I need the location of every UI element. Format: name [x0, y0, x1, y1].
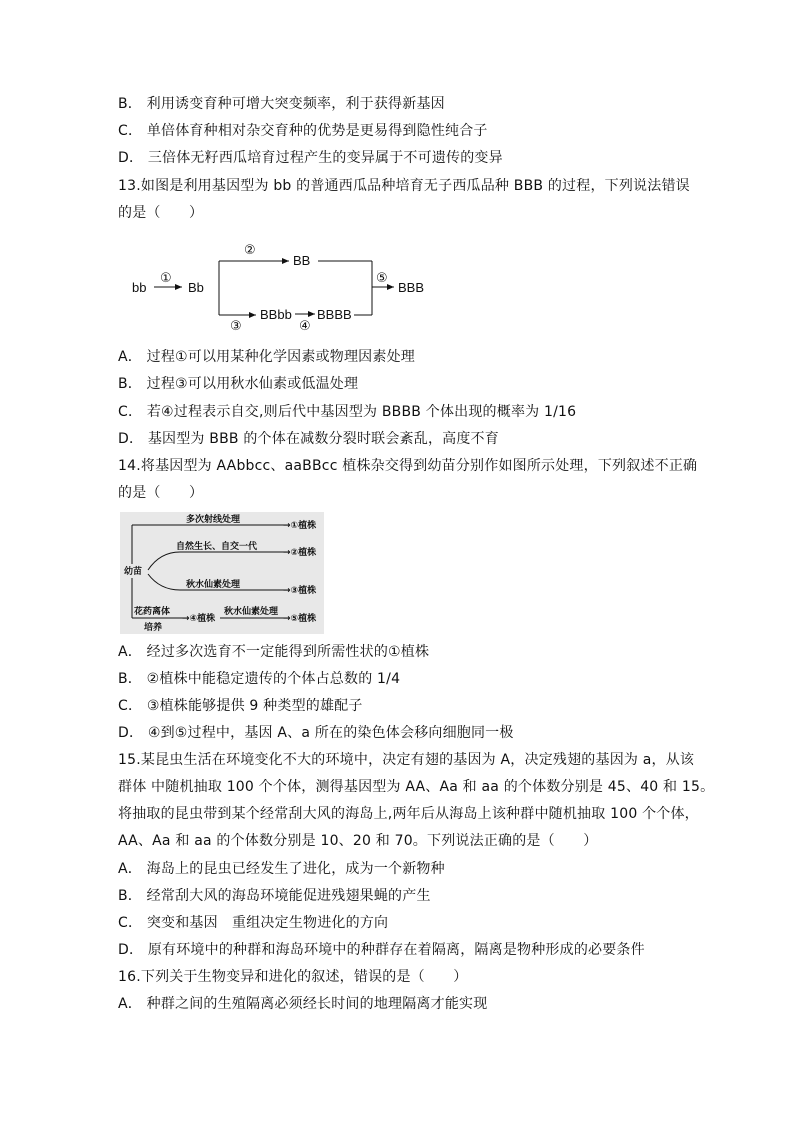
q15-stem-line2: 群体 中随机抽取 100 个个体，测得基因型为 AA、Aa 和 aa 的个体数分别是 45、40 和 15。	[118, 779, 715, 795]
branch2-result: →②植株	[283, 548, 317, 558]
q13-option-a: A． 过程①可以用某种化学因素或物理因素处理	[118, 349, 415, 365]
q13-option-d: D． 基因型为 BBB 的个体在减数分裂时联会紊乱，高度不育	[118, 431, 499, 447]
genotype-BBB: BBB	[398, 280, 425, 295]
q12-option-d: D． 三倍体无籽西瓜培育过程产生的变异属于不可遗传的变异	[118, 150, 503, 166]
seedling-label: 幼苗	[124, 567, 143, 577]
q14-option-c: C． ③植株能够提供 9 种类型的雄配子	[118, 698, 363, 714]
step3-label: ③	[230, 318, 242, 333]
q14-option-b: B． ②植株中能稳定遗传的个体占总数的 1/4	[118, 671, 401, 687]
breeding-diagram	[126, 240, 446, 335]
q16-option-a: A． 种群之间的生殖隔离必须经长时间的地理隔离才能实现	[118, 996, 488, 1012]
q14-option-d: D． ④到⑤过程中，基因 A、a 所在的染色体会移向细胞同一极	[118, 725, 514, 741]
step1-label: ①	[160, 270, 172, 285]
branch1-result: →①植株	[283, 521, 317, 531]
q15-option-b: B． 经常刮大风的海岛环境能促进残翅果蝇的产生	[118, 888, 431, 904]
branch4-result: →④植株	[182, 614, 216, 624]
step5-label: ⑤	[376, 270, 388, 285]
branch5-label: 秋水仙素处理	[224, 607, 279, 617]
branch3-label: 秋水仙素处理	[186, 580, 241, 590]
q12-option-c: C． 单倍体育种相对杂交育种的优势是更易得到隐性纯合子	[118, 123, 488, 139]
step2-label: ②	[244, 242, 256, 257]
branch3-result: →③植株	[283, 586, 317, 596]
seedling-treatment-diagram	[120, 512, 324, 634]
q15-option-a: A． 海岛上的昆虫已经发生了进化，成为一个新物种	[118, 861, 445, 877]
q12-option-b: B． 利用诱变育种可增大突变频率，利于获得新基因	[118, 96, 445, 112]
q14-stem-line2: 的是（ ）	[118, 485, 204, 501]
genotype-Bb: Bb	[188, 280, 204, 295]
genotype-BB: BB	[293, 253, 311, 268]
q13-stem-line2: 的是（ ）	[118, 205, 204, 221]
q15-stem-line1: 15.某昆虫生活在环境变化不大的环境中，决定有翅的基因为 A，决定残翅的基因为 a，从该	[118, 752, 695, 768]
genotype-bb: bb	[132, 280, 147, 295]
branch5-result: →⑤植株	[283, 614, 317, 624]
q15-option-d: D． 原有环境中的种群和海岛环境中的种群存在着隔离，隔离是物种形成的必要条件	[118, 942, 645, 958]
q13-option-b: B． 过程③可以用秋水仙素或低温处理	[118, 376, 359, 392]
genotype-BBbb: BBbb	[260, 307, 292, 322]
q13-stem-line1: 13.如图是利用基因型为 bb 的普通西瓜品种培育无子西瓜品种 BBB 的过程，下列说法错误	[118, 178, 690, 194]
q16-stem: 16.下列关于生物变异和进化的叙述，错误的是（ ）	[118, 969, 468, 985]
branch1-label: 多次射线处理	[186, 515, 241, 525]
q15-stem-line3: 将抽取的昆虫带到某个经常刮大风的海岛上,两年后从海岛上该种群中随机抽取 100 个个体，	[118, 806, 699, 822]
q15-stem-line4: AA、Aa 和 aa 的个体数分别是 10、20 和 70。下列说法正确的是（ ）	[118, 833, 598, 849]
step4-label: ④	[299, 318, 311, 333]
q13-option-c: C． 若④过程表示自交,则后代中基因型为 BBBB 个体出现的概率为 1/16	[118, 404, 577, 420]
branch4-label-bottom: 培养	[144, 623, 163, 633]
branch2-label: 自然生长、自交一代	[176, 542, 258, 552]
q14-option-a: A． 经过多次选育不一定能得到所需性状的①植株	[118, 644, 430, 660]
q14-stem-line1: 14.将基因型为 AAbbcc、aaBBcc 植株杂交得到幼苗分别作如图所示处理，下列叙述不正确	[118, 458, 698, 474]
branch4-label-top: 花药离体	[134, 607, 171, 617]
q15-option-c: C． 突变和基因 重组决定生物进化的方向	[118, 915, 389, 931]
genotype-BBBB: BBBB	[317, 307, 352, 322]
